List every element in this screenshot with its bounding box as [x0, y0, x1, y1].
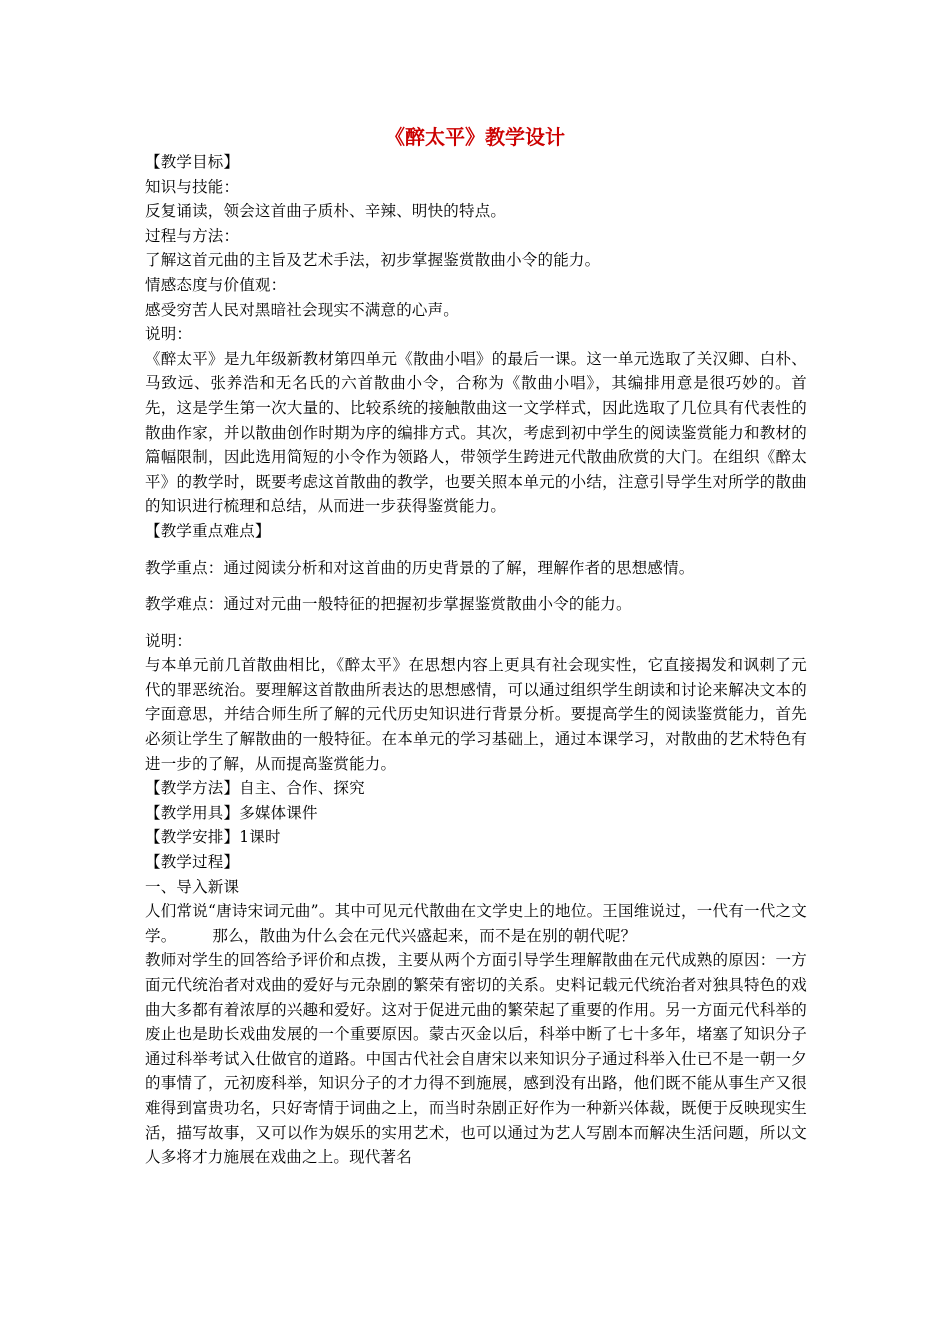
teaching-method: 【教学方法】自主、合作、探究: [145, 779, 365, 798]
section-heading: 一、导入新课: [145, 877, 240, 896]
teaching-process-heading: 【教学过程】: [145, 853, 240, 872]
key-point: 教学重点：通过阅读分析和对这首曲的历史背景的了解，理解作者的思想感情。: [145, 558, 695, 577]
goals-heading: 【教学目标】: [145, 153, 240, 171]
teaching-schedule: 【教学安排】1课时: [145, 828, 281, 847]
note-paragraph: 《醉太平》是九年级新教材第四单元《散曲小唱》的最后一课。这一单元选取了关汉卿、白朴、马致远、张养浩和无名氏的六首散曲小令，合称为《散曲小唱》，其编排用意是很巧妙的。首先，这是学生第一次大量的、比较系统的接触散曲这一文学样式，因此选取了几位具有代表性的散曲作家，并以散曲创作时期为序的编排方式。其次，考虑到初中学生的阅读鉴赏能力和教材的篇幅限制，因此选用简短的小令作为领路人，带领学生跨进元代散曲欣赏的大门。在组织《醉太平》的教学时，既要考虑这首散曲的教学，也要关照本单元的小结，注意引导学生对所学的散曲的知识进行梳理和总结，从而进一步获得鉴赏能力。: [145, 349, 807, 516]
intro-text-b: 那么，散曲为什么会在元代兴盛起来，而不是在别的朝代呢？: [212, 926, 637, 945]
knowledge-label: 知识与技能：: [145, 177, 240, 196]
note-label: 说明：: [145, 325, 193, 344]
intro-paragraph: [145, 899, 807, 948]
process-label: 过程与方法：: [145, 226, 240, 245]
difficult-point: 教学难点：通过对元曲一般特征的把握初步掌握鉴赏散曲小令的能力。: [145, 595, 632, 614]
intro-text-a: 人们常说“唐诗宋词元曲”。其中可见元代散曲在文学史上的地位。王国维说过，一代有一代之文学。: [145, 902, 807, 945]
note-label: 说明：: [145, 631, 193, 650]
analysis-paragraph: 教师对学生的回答给予评价和点拨，主要从两个方面引导学生理解散曲在元代成熟的原因：一方面元代统治者对戏曲的爱好与元杂剧的繁荣有密切的关系。史料记载元代统治者对独具特色的戏曲大多都有着浓厚的兴趣和爱好。这对于促进元曲的繁荣起了重要的作用。另一方面元代科举的废止也是助长戏曲发展的一个重要原因。蒙古灭金以后，科举中断了七十多年，堵塞了知识分子通过科举考试入仕做官的道路。中国古代社会自唐宋以来知识分子通过科举入仕已不是一朝一夕的事情了，元初废科举，知识分子的才力得不到施展，感到没有出路，他们既不能从事生产又很难得到富贵功名，只好寄情于词曲之上，而当时杂剧正好作为一种新兴体裁，既便于反映现实生活，描写故事，又可以作为娱乐的实用艺术，也可以通过为艺人写剧本而解决生活问题，所以文人多将才力施展在戏曲之上。现代著名: [145, 951, 807, 1167]
note-paragraph: 与本单元前几首散曲相比，《醉太平》在思想内容上更具有社会现实性，它直接揭发和讽刺了元代的罪恶统治。要理解这首散曲所表达的思想感情，可以通过组织学生朗读和讨论来解决文本的字面意思，并结合师生所了解的元代历史知识进行背景分析。要提高学生的阅读鉴赏能力，首先必须让学生了解散曲的一般特征。在本单元的学习基础上，通过本课学习，对散曲的艺术特色有进一步的了解，从而提高鉴赏能力。: [145, 656, 807, 773]
document-title: 《醉太平》教学设计: [385, 125, 565, 149]
emotion-label: 情感态度与价值观：: [145, 275, 287, 294]
teaching-tools: 【教学用具】多媒体课件: [145, 803, 318, 822]
key-difficult-heading: 【教学重点难点】: [145, 521, 271, 540]
document-body: [145, 150, 807, 1170]
process-text: 了解这首元曲的主旨及艺术手法，初步掌握鉴赏散曲小令的能力。: [145, 251, 601, 270]
knowledge-text: 反复诵读，领会这首曲子质朴、辛辣、明快的特点。: [145, 202, 507, 221]
emotion-text: 感受穷苦人民对黑暗社会现实不满意的心声。: [145, 300, 460, 319]
